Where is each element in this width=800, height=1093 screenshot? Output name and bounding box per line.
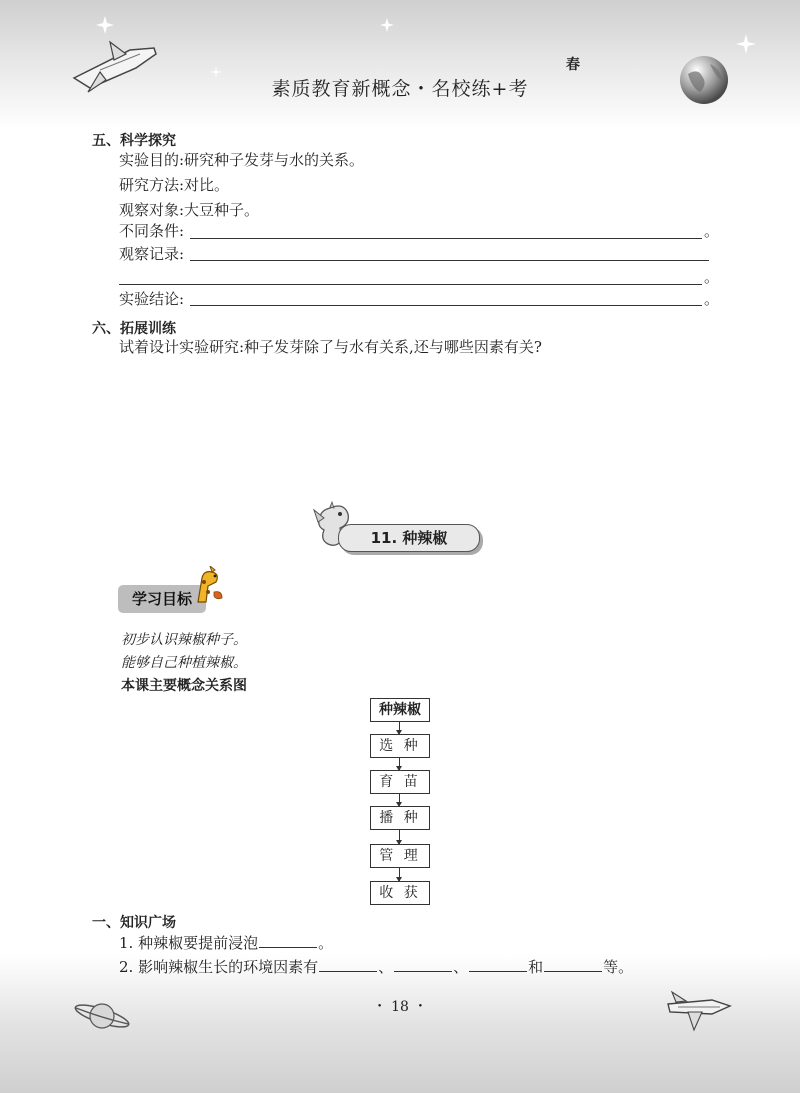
period-mark: 。 [704, 290, 720, 308]
flow-step-5: 管 理 [370, 844, 430, 868]
page-header-title: 素质教育新概念・名校练+考 [271, 78, 529, 100]
period-mark: 。 [704, 222, 720, 240]
separator: 、 [378, 958, 394, 976]
page-number: ・ 18 ・ [372, 999, 428, 1015]
flow-arrow [399, 830, 400, 844]
question-1-blank[interactable] [259, 933, 317, 948]
research-method: 研究方法:对比。 [119, 176, 230, 194]
and-word: 和 [528, 958, 544, 976]
conclusion-answer-line[interactable] [190, 305, 702, 306]
record-label: 观察记录: [119, 245, 185, 263]
lesson-title-banner: 11. 种辣椒 [338, 524, 480, 552]
question-2-end: 等。 [603, 958, 634, 976]
flow-arrow [399, 794, 400, 806]
flow-step-3: 育 苗 [370, 770, 430, 794]
section-6-title: 六、拓展训练 [92, 321, 176, 337]
flow-arrow [399, 868, 400, 881]
conclusion-label: 实验结论: [119, 290, 185, 308]
question-2-text: 2. 影响辣椒生长的环境因素有 [119, 958, 319, 976]
question-2 [119, 957, 633, 976]
record-answer-line-1[interactable] [190, 260, 709, 261]
saturn-planet-icon [72, 996, 132, 1036]
flow-arrow [399, 758, 400, 770]
question-1-text: 1. 种辣椒要提前浸泡 [119, 934, 259, 952]
question-2-blank-4[interactable] [544, 957, 602, 972]
condition-answer-line[interactable] [190, 238, 702, 239]
flow-step-4: 播 种 [370, 806, 430, 830]
extension-question: 试着设计实验研究:种子发芽除了与水有关系,还与哪些因素有关? [119, 338, 542, 356]
section-5-title: 五、科学探究 [92, 133, 176, 149]
star-icon [380, 18, 394, 32]
condition-label: 不同条件: [119, 222, 185, 240]
star-icon [96, 16, 114, 34]
flow-step-1: 种辣椒 [370, 698, 430, 722]
goal-item-1: 初步认识辣椒种子。 [121, 632, 247, 648]
question-1-end: 。 [318, 934, 334, 952]
season-label: 春 [566, 57, 580, 73]
space-shuttle-icon [664, 990, 736, 1034]
question-2-blank-2[interactable] [394, 957, 452, 972]
goal-item-2: 能够自己种植辣椒。 [121, 655, 247, 671]
question-2-blank-1[interactable] [319, 957, 377, 972]
question-1 [119, 933, 333, 952]
giraffe-mascot-icon [188, 566, 224, 606]
period-mark: 。 [704, 268, 720, 286]
record-answer-line-2[interactable] [119, 284, 702, 285]
question-2-blank-3[interactable] [469, 957, 527, 972]
star-icon [736, 34, 756, 54]
flow-step-6: 收 获 [370, 881, 430, 905]
flow-arrow [399, 722, 400, 734]
knowledge-section-title: 一、知识广场 [92, 915, 176, 931]
observation-object: 观察对象:大豆种子。 [119, 201, 260, 219]
concept-map-title: 本课主要概念关系图 [121, 678, 247, 694]
flow-step-2: 选 种 [370, 734, 430, 758]
learning-goals-tag: 学习目标 [118, 585, 206, 613]
experiment-purpose: 实验目的:研究种子发芽与水的关系。 [119, 151, 365, 169]
separator: 、 [453, 958, 469, 976]
